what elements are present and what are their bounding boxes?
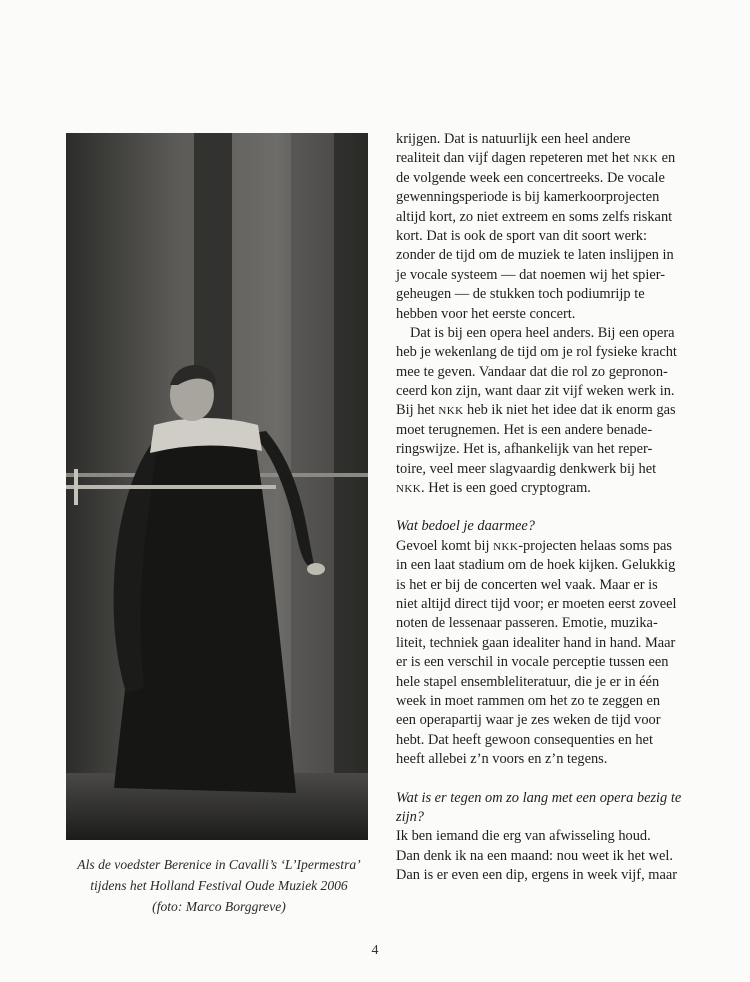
text-span: heb ik niet het idee dat ik enorm gas <box>467 402 676 419</box>
text-line: er is een verschil in vocale perceptie tussen een <box>396 654 669 671</box>
body-text <box>396 130 706 885</box>
photo-caption <box>60 854 378 917</box>
text-line <box>396 537 706 556</box>
nkk-abbrev: NKK <box>438 405 464 418</box>
text-line: altijd kort, zo niet extreem en soms zelfs riskant <box>396 208 673 225</box>
text-line: heeft allebei z’n voors en z’n tegens. <box>396 751 608 768</box>
text-span: en <box>661 150 676 167</box>
text-span: -projecten helaas soms pas <box>518 537 673 554</box>
text-span: Bij het <box>396 402 435 419</box>
text-span: Gevoel komt bij <box>396 537 490 554</box>
text-line: zonder de tijd om de muziek te laten inslijpen in <box>396 247 674 264</box>
text-line: krijgen. Dat is natuurlijk een heel andere <box>396 131 631 147</box>
paragraph-4 <box>396 827 706 885</box>
text-line: is het er bij de concerten wel vaak. Maar er is <box>396 576 658 593</box>
text-line: in een laat stadium om de hoek kijken. Gelukkig <box>396 557 676 574</box>
nkk-abbrev: NKK <box>632 153 658 166</box>
text-line: liteit, techniek gaan idealiter hand in hand. Maar <box>396 634 676 651</box>
text-line: ringswijze. Het is, afhankelijk van het reper- <box>396 441 653 458</box>
text-line: toire, veel meer slagvaardig denkwerk bij het <box>396 460 657 477</box>
caption-line: (foto: Marco Borggreve) <box>152 899 286 914</box>
paragraph-2 <box>396 324 706 499</box>
text-line: gewenningsperiode is bij kamerkoorprojecten <box>396 189 660 206</box>
text-line <box>396 149 706 168</box>
page-number: 4 <box>371 943 379 958</box>
text-line: Ik ben iemand die erg van afwisseling houd. <box>396 828 651 845</box>
interview-question: Wat bedoel je daarmee? <box>396 518 535 535</box>
text-line: moet terugnemen. Het is een andere benade- <box>396 421 653 438</box>
paragraph-1 <box>396 130 706 324</box>
interview-question-2 <box>396 789 706 828</box>
text-line: geheugen — de stukken toch podiumrijp te <box>396 286 645 303</box>
text-line: hebben voor het eerste concert. <box>396 305 576 322</box>
photo-performer-costume <box>66 133 368 840</box>
nkk-abbrev: NKK <box>396 483 422 496</box>
text-line: hele stapel ensembleliteratuur, die je er in één <box>396 673 660 690</box>
text-line <box>396 401 706 420</box>
caption-line: Als de voedster Berenice in Cavalli’s ‘L’Ipermestra’ <box>77 857 361 872</box>
paragraph-3 <box>396 537 706 770</box>
caption-line: tijdens het Holland Festival Oude Muziek 2006 <box>90 878 348 893</box>
text-line: heb je wekenlang de tijd om je rol fysieke kracht <box>396 344 677 361</box>
text-line: Dan is er even een dip, ergens in week vijf, maar <box>396 867 678 884</box>
text-span: . Het is een goed cryptogram. <box>421 480 591 497</box>
text-line: kort. Dat is ook de sport van dit soort werk: <box>396 227 647 244</box>
text-line <box>396 479 706 498</box>
text-line: een operapartij waar je zes weken de tijd voor <box>396 712 661 729</box>
text-line: ceerd kon zijn, want daar zit vijf weken werk in. <box>396 383 675 400</box>
performance-photo <box>66 133 368 840</box>
text-line: Dat is bij een opera heel anders. Bij een opera <box>410 324 675 341</box>
text-line: hebt. Dat heeft gewoon consequenties en het <box>396 731 653 748</box>
text-line: zijn? <box>396 808 424 825</box>
text-line: Wat is er tegen om zo lang met een opera bezig te <box>396 789 682 806</box>
text-line: week in moet rammen om het zo te zeggen en <box>396 692 661 709</box>
text-line: mee te geven. Vandaar dat die rol zo gepronon- <box>396 363 668 380</box>
text-line: Dan denk ik na een maand: nou weet ik het wel. <box>396 847 673 864</box>
text-line: noten de lessenaar passeren. Emotie, muzika- <box>396 615 658 632</box>
text-span: realiteit dan vijf dagen repeteren met het <box>396 150 630 167</box>
text-line: niet altijd direct tijd voor; er moeten eerst zoveel <box>396 595 677 612</box>
nkk-abbrev: NKK <box>493 540 519 553</box>
text-line: je vocale systeem — dat noemen wij het spier- <box>396 266 666 283</box>
text-line: de volgende week een concertreeks. De vocale <box>396 169 665 186</box>
